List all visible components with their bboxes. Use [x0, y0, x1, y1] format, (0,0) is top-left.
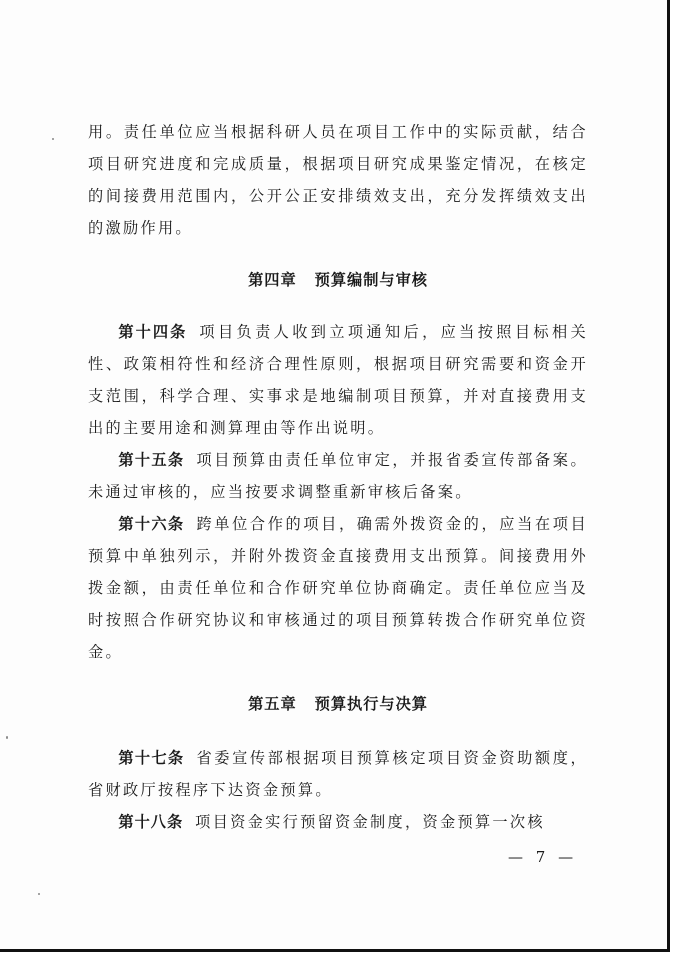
page-body — [88, 116, 588, 838]
scan-speck — [52, 138, 54, 140]
article-16 — [88, 508, 588, 668]
article-text: 跨单位合作的项目，确需外拨资金的，应当在项目预算中单独列示，并附外拨资金直接费用支出预算。间接费用外拨金额，由责任单位和合作研究单位协商确定。责任单位应当及时按照合作研究协议和审核通过的项目预算转拨合作研究单位资金。 — [88, 515, 589, 661]
chapter-title: 预算编制与审核 — [314, 271, 428, 289]
page-number: — 7 — — [508, 848, 578, 866]
paragraph-continued: 用。责任单位应当根据科研人员在项目工作中的实际贡献，结合项目研究进度和完成质量，根据项目研究成果鉴定情况，在核定的间接费用范围内，公开公正安排绩效支出，充分发挥绩效支出的激励作用。 — [88, 123, 588, 237]
article-text: 省委宣传部根据项目预算核定项目资金资助额度，省财政厅按程序下达资金预算。 — [88, 749, 589, 799]
article-label: 第十四条 — [118, 323, 188, 341]
article-text: 项目资金实行预留资金制度，资金预算一次核 — [195, 813, 545, 831]
article-label: 第十七条 — [118, 749, 185, 767]
article-17 — [88, 742, 588, 806]
scan-speck — [38, 893, 40, 895]
article-14 — [88, 316, 588, 444]
scan-speck — [6, 736, 8, 739]
chapter-title: 预算执行与决算 — [314, 695, 428, 713]
chapter-heading-5 — [88, 688, 588, 720]
chapter-number: 第五章 — [248, 695, 297, 713]
article-15 — [88, 444, 588, 508]
article-text: 项目预算由责任单位审定，并报省委宣传部备案。未通过审核的，应当按要求调整重新审核后备案。 — [88, 451, 589, 501]
article-text: 项目负责人收到立项通知后，应当按照目标相关性、政策相符性和经济合理性原则，根据项目研究需要和资金开支范围，科学合理、实事求是地编制项目预算，并对直接费用支出的主要用途和测算理由等作出说明。 — [88, 323, 589, 437]
chapter-number: 第四章 — [248, 271, 297, 289]
article-18 — [88, 806, 588, 838]
chapter-heading-4 — [88, 264, 588, 296]
article-label: 第十六条 — [118, 515, 185, 533]
article-label: 第十五条 — [118, 451, 185, 469]
article-label: 第十八条 — [118, 813, 184, 831]
